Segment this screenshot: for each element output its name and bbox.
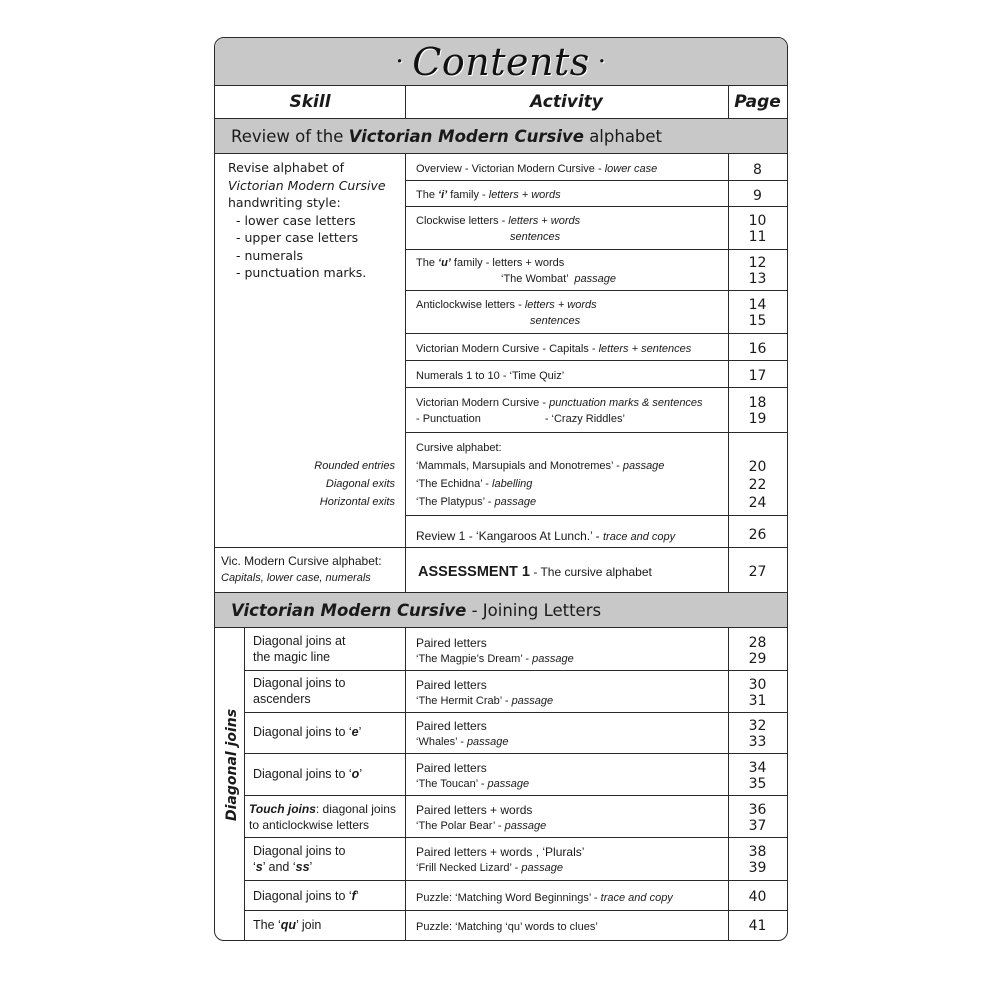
side-label: Horizontal exits (319, 496, 395, 508)
skill-magic-line: Diagonal joins at the magic line (253, 634, 346, 664)
title-dot-right: · (597, 46, 607, 77)
page-numbers: 30 31 (748, 677, 767, 709)
side-label: Rounded entries (314, 460, 395, 472)
skill-ascenders: Diagonal joins to ascenders (253, 676, 346, 706)
side-label: Diagonal exits (325, 478, 395, 490)
page-number: 16 (748, 341, 767, 357)
skill-line: Victorian Modern Cursive (228, 177, 386, 193)
activity-row: Paired letters ‘The Toucan’ - passage (416, 761, 530, 790)
header-page: Page (734, 91, 781, 112)
band-text-suffix: - Joining Letters (466, 600, 602, 620)
skill-line: - upper case letters (236, 230, 359, 245)
page-numbers: 36 37 (748, 802, 767, 834)
page-numbers: 14 15 (748, 297, 767, 329)
page-number: 9 (753, 188, 762, 204)
activity-row: Paired letters ‘The Magpie’s Dream’ - passage (416, 636, 574, 665)
skill-join-f: Diagonal joins to ‘f’ (253, 889, 359, 903)
page-numbers: 18 19 (748, 395, 767, 427)
activity-row: Paired letters + words , ‘Plurals’ ‘Frill Necked Lizard’ - passage (416, 845, 585, 874)
skill-line: - punctuation marks. (236, 265, 367, 280)
page-number: 40 (748, 889, 767, 905)
skill-join-e: Diagonal joins to ‘e’ (253, 725, 362, 739)
activity-row: Paired letters ‘Whales’ - passage (416, 719, 509, 748)
page-number: 27 (748, 564, 767, 580)
activity-row: Puzzle: ‘Matching ‘qu’ words to clues’ (416, 921, 598, 933)
page-title (215, 38, 787, 85)
page-number: 26 (748, 527, 767, 543)
skill-side-labels (215, 457, 395, 511)
title-text: Contents (412, 39, 590, 84)
section-band-joining (215, 593, 787, 627)
activity-row: Puzzle: ‘Matching Word Beginnings’ - trace and copy (416, 892, 673, 904)
activity-u-family: The ‘u’ family - letters + words ‘The Wombat’ passage (416, 257, 616, 285)
page-numbers: 32 33 (748, 718, 767, 750)
band-bold-text: Victorian Modern Cursive (348, 126, 584, 146)
page-numbers: 34 35 (748, 760, 767, 792)
skill-join-s: Diagonal joins to ‘s’ and ‘ss’ (253, 844, 346, 874)
band-bold-text: Victorian Modern Cursive (231, 600, 467, 620)
section-band-review (215, 119, 787, 153)
page-number: 8 (753, 162, 762, 178)
activity-i-family: The ‘i’ family - letters + words (416, 189, 561, 201)
skill-join-qu: The ‘qu’ join (253, 918, 322, 932)
activity-overview: Overview - Victorian Modern Cursive - lower case (416, 163, 658, 175)
page-numbers: 38 39 (748, 844, 767, 876)
activity-row: Paired letters + words ‘The Polar Bear’ - passage (416, 803, 547, 832)
activity-numerals: Numerals 1 to 10 - ‘Time Quiz’ (416, 370, 565, 382)
skill-touch-joins: Touch joins: diagonal joins to anticlockwise letters (249, 802, 396, 832)
assessment-skill: Vic. Modern Cursive alphabet: Capitals, lower case, numerals (221, 554, 382, 584)
activity-anticlockwise: Anticlockwise letters - letters + words sentences (416, 299, 597, 327)
page-number: 41 (748, 918, 767, 934)
skill-line: handwriting style: (228, 195, 341, 210)
skill-line: - lower case letters (236, 212, 356, 228)
side-label-diagonal-joins: Diagonal joins (224, 708, 240, 821)
activity-cursive-alphabet: Cursive alphabet: ‘Mammals, Marsupials and Monotremes’ - passage ‘The Echidna’ - labelling ‘The Platypus’ - passage (416, 442, 665, 508)
page-numbers: 20 22 24 (748, 459, 767, 511)
activity-capitals: Victorian Modern Cursive - Capitals - letters + sentences (416, 343, 692, 355)
page-numbers: 28 29 (748, 635, 767, 667)
skill-line: - numerals (236, 247, 303, 263)
skill-join-o: Diagonal joins to ‘o’ (253, 767, 363, 781)
page-numbers: 12 13 (748, 255, 767, 287)
title-dot-left: · (395, 46, 405, 77)
band-text: Review of the (231, 126, 349, 146)
activity-clockwise: Clockwise letters - letters + words sentences (416, 215, 581, 243)
activity-row: Paired letters ‘The Hermit Crab’ - passage (416, 678, 554, 707)
header-activity: Activity (530, 91, 603, 112)
activity-review-1: Review 1 - ‘Kangaroos At Lunch.’ - trace and copy (416, 529, 676, 543)
page-numbers: 10 11 (748, 213, 767, 245)
skill-review-description (228, 159, 386, 282)
page-number: 17 (748, 368, 767, 384)
skill-line: Revise alphabet of (228, 160, 345, 175)
header-skill: Skill (289, 91, 331, 112)
band-text-suffix: alphabet (583, 126, 663, 146)
assessment-activity: ASSESSMENT 1 - The cursive alphabet (418, 564, 652, 580)
activity-punctuation: Victorian Modern Cursive - punctuation marks & sentences - Punctuation - ‘Crazy Riddles’ (416, 397, 703, 425)
contents-table (214, 37, 788, 941)
